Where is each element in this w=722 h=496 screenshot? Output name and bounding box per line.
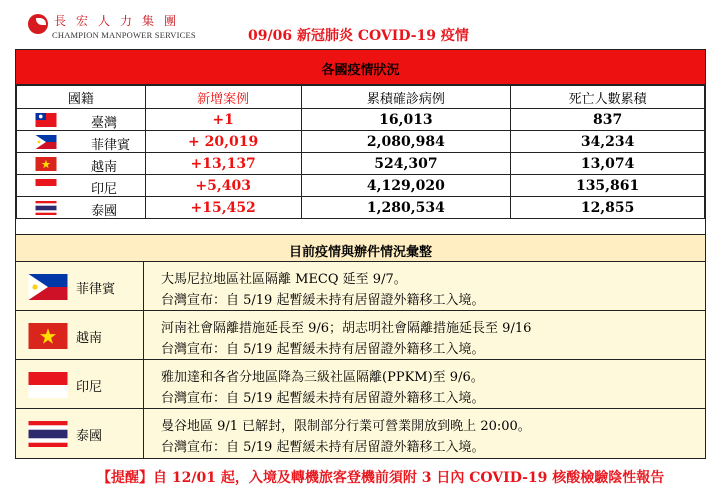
table-row: [17, 175, 705, 197]
company-name-cn: 長宏人力集團: [54, 14, 187, 28]
country-name: 菲律賓: [91, 138, 131, 153]
table-row: [17, 109, 705, 131]
measures-section-header: [16, 234, 705, 262]
stats-table: [16, 85, 705, 219]
indonesia-flag-icon: [28, 372, 68, 398]
deaths: 135,861: [511, 175, 705, 197]
new-cases: +13,137: [145, 153, 301, 175]
taiwan-policy-text: 台灣宣布：自 5/19 起暫緩未持有居留證外籍移工入境。: [161, 391, 485, 406]
total-cases: 16,013: [301, 109, 511, 131]
column-header-total: 累積確診病例: [301, 86, 511, 109]
thailand-flag-icon: [35, 201, 57, 215]
deaths: 34,234: [511, 131, 705, 153]
deaths: 12,855: [511, 197, 705, 219]
taiwan-policy-text: 台灣宣布：自 5/19 起暫緩未持有居留證外籍移工入境。: [161, 293, 485, 308]
country-name: 越南: [91, 160, 118, 175]
thailand-flag-icon: [28, 421, 68, 447]
stats-section-title: 各國疫情狀況: [321, 63, 400, 78]
country-name: 印尼: [91, 182, 118, 197]
philippines-flag-icon: [35, 135, 57, 149]
country-name: 臺灣: [91, 116, 118, 131]
new-cases: +15,452: [145, 197, 301, 219]
vietnam-flag-icon: [28, 323, 68, 349]
philippines-flag-icon: [28, 274, 68, 300]
country-name: 越南: [76, 331, 103, 346]
company-name-en: CHAMPION MANPOWER SERVICES: [52, 30, 196, 40]
table-row: [17, 197, 705, 219]
country-name: 泰國: [91, 204, 118, 219]
page-title: 09/06 新冠肺炎 COVID-19 疫情: [248, 28, 469, 44]
deaths: 13,074: [511, 153, 705, 175]
total-cases: 1,280,534: [301, 197, 511, 219]
taiwan-flag-icon: [35, 113, 57, 127]
table-row: [17, 153, 705, 175]
header: [0, 0, 722, 48]
table-header-row: [17, 86, 705, 109]
country-name: 菲律賓: [76, 282, 116, 297]
new-cases: + 20,019: [145, 131, 301, 153]
column-header-deaths: 死亡人數累積: [511, 86, 705, 109]
measure-row-indonesia: [16, 360, 705, 409]
measures-section-title: 目前疫情與辦件情況彙整: [288, 245, 432, 260]
measure-row-philippines: [16, 262, 705, 311]
measure-text: 河南社會隔離措施延長至 9/6；胡志明社會隔離措施延長至 9/16: [161, 321, 532, 336]
covid-report-panel: [15, 49, 706, 459]
company-logo-icon: [28, 14, 48, 34]
measure-text: 雅加達和各省分地區降為三級社區隔離(PPKM)至 9/6。: [161, 370, 484, 385]
table-row: [17, 131, 705, 153]
measure-text: 大馬尼拉地區社區隔離 MECQ 延至 9/7。: [161, 272, 407, 287]
total-cases: 2,080,984: [301, 131, 511, 153]
total-cases: 524,307: [301, 153, 511, 175]
country-name: 印尼: [76, 380, 103, 395]
indonesia-flag-icon: [35, 179, 57, 193]
vietnam-flag-icon: [35, 157, 57, 171]
column-header-country: 國籍: [17, 86, 146, 109]
taiwan-policy-text: 台灣宣布：自 5/19 起暫緩未持有居留證外籍移工入境。: [161, 342, 485, 357]
measure-text: 曼谷地區 9/1 已解封，限制部分行業可營業開放到晚上 20:00。: [161, 419, 531, 434]
deaths: 837: [511, 109, 705, 131]
stats-section-header: [16, 50, 705, 85]
country-name: 泰國: [76, 429, 103, 444]
new-cases: +1: [145, 109, 301, 131]
total-cases: 4,129,020: [301, 175, 511, 197]
new-cases: +5,403: [145, 175, 301, 197]
taiwan-policy-text: 台灣宣布：自 5/19 起暫緩未持有居留證外籍移工入境。: [161, 440, 485, 455]
column-header-new-cases: 新增案例: [145, 86, 301, 109]
reminder-notice: 【提醒】自 12/01 起，入境及轉機旅客登機前須附 3 日內 COVID-19 核酸檢驗陰性報告: [97, 470, 665, 486]
measure-row-thailand: [16, 409, 705, 458]
measure-row-vietnam: [16, 311, 705, 360]
